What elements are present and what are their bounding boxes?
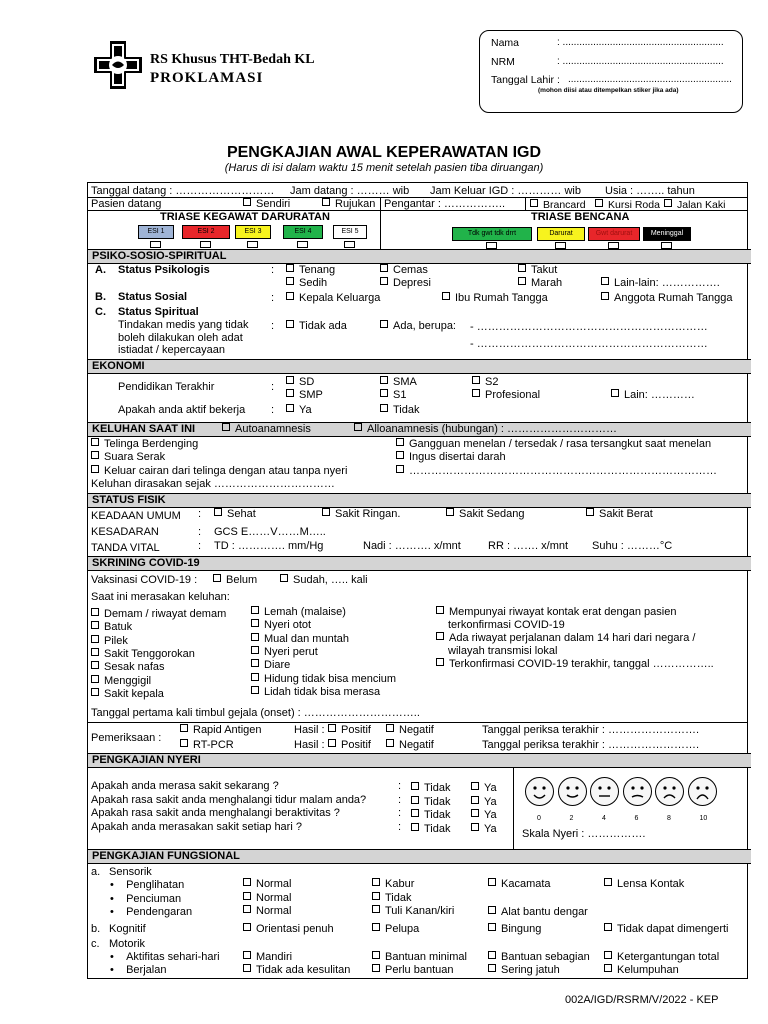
psi-marah[interactable]: Marah <box>518 277 562 290</box>
arrival-rujukan-option[interactable]: Rujukan <box>322 198 375 211</box>
esi-checkbox[interactable] <box>200 241 211 248</box>
cov-perjalanan-2: wilayah transmisi lokal <box>448 645 558 657</box>
kel-menelan[interactable]: Gangguan menelan / tersedak / rasa tersangkut saat menelan <box>396 438 711 451</box>
pain-face-icon[interactable] <box>655 777 684 806</box>
pcr-negatif[interactable]: Negatif <box>386 739 434 752</box>
ku-sehat[interactable]: Sehat <box>214 508 256 521</box>
spi-tidak-ada[interactable]: Tidak ada <box>286 320 347 333</box>
edu-profesional[interactable]: Profesional <box>472 389 540 402</box>
covid-symptom[interactable]: Sesak nafas <box>91 661 165 674</box>
psi-depresi[interactable]: Depresi <box>380 277 431 290</box>
hospital-name: RS Khusus THT-Bedah KL <box>150 52 315 67</box>
sens-alat[interactable]: Alat bantu dengar <box>488 906 588 919</box>
rapid-hasil-label: Hasil : <box>294 724 325 736</box>
triage-disaster-title: TRIASE BENCANA <box>531 211 630 223</box>
colon: : <box>271 404 275 416</box>
vital-label: TANDA VITAL <box>91 542 160 554</box>
section-fisik: STATUS FISIK <box>88 493 751 508</box>
cov-perjalanan[interactable]: Ada riwayat perjalanan dalam 14 hari dari negara / <box>436 632 695 645</box>
rr-field[interactable]: RR : ……. x/mnt <box>488 540 569 552</box>
pain-face-number: 0 <box>537 815 541 822</box>
sensorik-label: Sensorik <box>109 866 152 878</box>
pain-face-icon[interactable] <box>525 777 554 806</box>
sens-kabur[interactable]: Kabur <box>372 878 414 891</box>
motorik-berjalan: • Berjalan <box>110 964 167 976</box>
colon: : <box>198 526 202 538</box>
psiko-c-label: C. <box>95 306 106 318</box>
patient-name-label: Nama <box>491 37 520 49</box>
psiko-a-label: A. <box>95 264 106 276</box>
pain-tidak-option[interactable]: Tidak <box>411 782 451 795</box>
kel-lain[interactable]: ………………………………………………………………………… <box>396 465 717 478</box>
pain-face-icon[interactable] <box>623 777 652 806</box>
cov-konfirm[interactable]: Terkonfirmasi COVID-19 terakhir, tanggal …………….. <box>436 658 714 671</box>
fung-c-label: c. <box>91 938 100 950</box>
covid-symptom[interactable]: Batuk <box>91 621 132 634</box>
psi-takut[interactable]: Takut <box>518 264 557 277</box>
arrival-date[interactable]: Tanggal datang : ……………………… <box>91 185 275 197</box>
escort-field[interactable]: Pengantar : …………….. <box>384 198 506 210</box>
pain-face-icon[interactable] <box>558 777 587 806</box>
psi-sedih[interactable]: Sedih <box>286 277 327 290</box>
esi-level: ESI 3 <box>235 225 271 239</box>
pain-face-number: 8 <box>667 815 671 822</box>
colon: : <box>398 793 402 806</box>
pain-face-icon[interactable] <box>688 777 717 806</box>
triage-emergency-title: TRIASE KEGAWAT DARURATAN <box>160 211 330 223</box>
rapid-negatif[interactable]: Negatif <box>386 724 434 737</box>
kog-tidak[interactable]: Tidak dapat dimengerti <box>604 923 729 936</box>
kel-sejak[interactable]: Keluhan dirasakan sejak …………………………… <box>91 478 335 490</box>
vaksin-label: Vaksinasi COVID-19 : <box>91 574 198 586</box>
transport-walk-option[interactable]: Jalan Kaki <box>664 199 725 211</box>
sens-dengar-normal[interactable]: Normal <box>243 905 291 918</box>
kel-telinga[interactable]: Telinga Berdenging <box>91 438 198 451</box>
spiritual-desc-3: istiadat / kepercayaan <box>118 344 226 356</box>
sos-ibu[interactable]: Ibu Rumah Tangga <box>442 292 548 305</box>
edu-s2[interactable]: S2 <box>472 376 498 389</box>
covid-symptom[interactable]: Mual dan muntah <box>251 633 349 646</box>
psiko-c-title: Status Spiritual <box>118 306 199 318</box>
pcr-positif[interactable]: Positif <box>328 739 371 752</box>
jalan-jatuh[interactable]: Sering jatuh <box>488 964 560 977</box>
covid-complaint-label: Saat ini merasakan keluhan: <box>91 591 230 603</box>
pain-ya-option[interactable]: Ya <box>471 809 497 822</box>
pain-face-number: 4 <box>602 815 606 822</box>
section-ekonomi: EKONOMI <box>88 359 751 374</box>
covid-symptom[interactable]: Lemah (malaise) <box>251 606 346 619</box>
exam-rapid[interactable]: Rapid Antigen <box>180 724 262 737</box>
sens-kacamata[interactable]: Kacamata <box>488 878 551 891</box>
pain-ya-option[interactable]: Ya <box>471 823 497 836</box>
keadaan-label: KEADAAN UMUM <box>91 510 181 522</box>
keluhan-title: KELUHAN SAAT INI <box>92 423 196 435</box>
edu-smp[interactable]: SMP <box>286 389 323 402</box>
kel-ingus[interactable]: Ingus disertai darah <box>396 451 506 464</box>
colon: : <box>271 381 275 393</box>
suhu-field[interactable]: Suhu : ………°C <box>592 540 673 552</box>
motorik-aktifitas: • Aktifitas sehari-hari <box>110 951 220 963</box>
psi-cemas[interactable]: Cemas <box>380 264 428 277</box>
covid-symptom[interactable]: Sakit kepala <box>91 688 164 701</box>
colon: : <box>398 807 402 819</box>
onset-field[interactable]: Tanggal pertama kali timbul gejala (onset) : ………………………….. <box>91 707 420 719</box>
form-code: 002A/IGD/RSRM/V/2022 - KEP <box>565 994 719 1006</box>
sens-tuli[interactable]: Tuli Kanan/kiri <box>372 905 454 918</box>
cov-kontak[interactable]: Mempunyai riwayat kontak erat dengan pasien <box>436 606 676 619</box>
jalan-bantuan[interactable]: Perlu bantuan <box>372 964 454 977</box>
pain-question: Apakah anda merasakan sakit setiap hari ? <box>91 820 302 833</box>
fung-b-label: b. <box>91 923 101 935</box>
kog-bingung[interactable]: Bingung <box>488 923 541 936</box>
gcs-field[interactable]: GCS E……V……M….. <box>214 526 326 538</box>
pain-question: Apakah anda merasa sakit sekarang ? <box>91 780 279 792</box>
kel-serak[interactable]: Suara Serak <box>91 451 165 464</box>
esi-level: ESI 4 <box>283 225 323 239</box>
page-subtitle: (Harus di isi dalam waktu 15 menit setelah pasien tiba diruangan) <box>224 162 544 174</box>
working-label: Apakah anda aktif bekerja <box>118 404 246 416</box>
sensorik-pendengaran: • Pendengaran <box>110 906 193 918</box>
arrival-time[interactable]: Jam datang : ……… wib <box>290 185 410 197</box>
disaster-checkbox[interactable] <box>555 242 566 249</box>
pain-face-number: 10 <box>699 815 708 822</box>
vaksin-sudah[interactable]: Sudah, ….. kali <box>280 574 368 587</box>
covid-symptom[interactable]: Hidung tidak bisa mencium <box>251 673 396 686</box>
arrival-sendiri-option[interactable]: Sendiri <box>243 198 290 211</box>
sens-lensa[interactable]: Lensa Kontak <box>604 878 684 891</box>
covid-symptom[interactable]: Lidah tidak bisa merasa <box>251 686 380 699</box>
kog-orientasi[interactable]: Orientasi penuh <box>243 923 334 936</box>
patient-arrival-label: Pasien datang <box>91 198 162 210</box>
exam-pcr[interactable]: RT-PCR <box>180 739 234 752</box>
patient-box-note: (mohon diisi atau ditempelkan stiker jika ada) <box>538 87 679 94</box>
esi-checkbox[interactable] <box>150 241 161 248</box>
rapid-positif[interactable]: Positif <box>328 724 371 737</box>
psi-tenang[interactable]: Tenang <box>286 264 335 277</box>
nadi-field[interactable]: Nadi : ………. x/mnt <box>363 540 461 552</box>
pain-face-icon[interactable] <box>590 777 619 806</box>
disaster-level: Darurat <box>537 227 585 241</box>
age-field[interactable]: Usia : …….. tahun <box>605 185 695 197</box>
esi-level: ESI 1 <box>138 225 174 239</box>
transport-brancard-option[interactable]: Brancard <box>530 199 586 211</box>
autoanamnesis-option[interactable]: Autoanamnesis <box>222 423 311 436</box>
rapid-date-field[interactable]: Tanggal periksa terakhir : ……………………. <box>482 724 700 736</box>
education-label: Pendidikan Terakhir <box>118 381 215 393</box>
hospital-logo <box>93 40 143 90</box>
covid-symptom[interactable]: Diare <box>251 659 290 672</box>
ku-ringan[interactable]: Sakit Ringan. <box>322 508 400 521</box>
disaster-checkbox[interactable] <box>608 242 619 249</box>
disaster-checkbox[interactable] <box>661 242 672 249</box>
pain-scale-field[interactable]: Skala Nyeri : ……………. <box>522 828 646 840</box>
edu-lain[interactable]: Lain: ………… <box>611 389 695 402</box>
psiko-a-title: Status Psikologis <box>118 264 210 276</box>
alloanamnesis-option[interactable]: Alloanamnesis (hubungan) : ………………………… <box>354 423 617 436</box>
pain-question: Apakah rasa sakit anda menghalangi beraktivitas ? <box>91 807 340 819</box>
covid-symptom[interactable]: Demam / riwayat demam <box>91 608 226 621</box>
covid-symptom[interactable]: Sakit Tenggorokan <box>91 648 195 661</box>
pcr-hasil-label: Hasil : <box>294 739 325 751</box>
spiritual-desc-1: Tindakan medis yang tidak <box>118 319 249 331</box>
ku-sedang[interactable]: Sakit Sedang <box>446 508 524 521</box>
mot-sebagian[interactable]: Bantuan sebagian <box>488 951 590 964</box>
section-covid: SKRINING COVID-19 <box>88 556 751 571</box>
sos-kepala[interactable]: Kepala Keluarga <box>286 292 380 305</box>
kognitif-label: Kognitif <box>109 923 146 935</box>
kog-pelupa[interactable]: Pelupa <box>372 923 419 936</box>
edu-sma[interactable]: SMA <box>380 376 417 389</box>
colon: : <box>398 820 402 833</box>
colon: : <box>198 540 202 552</box>
spi-detail-2[interactable]: - ……………………………………………………… <box>470 338 708 350</box>
sensorik-penciuman: • Penciuman <box>110 893 182 905</box>
exit-time[interactable]: Jam Keluar IGD : ………… wib <box>430 185 581 197</box>
esi-checkbox[interactable] <box>344 241 355 248</box>
exam-label: Pemeriksaan : <box>91 732 162 744</box>
mot-total[interactable]: Ketergantungan total <box>604 951 719 964</box>
work-tidak[interactable]: Tidak <box>380 404 420 417</box>
pain-ya-option[interactable]: Ya <box>471 782 497 795</box>
disaster-level: Tdk gwt tdk drrt <box>452 227 532 241</box>
sens-cium-normal[interactable]: Normal <box>243 892 291 905</box>
fung-a-label: a. <box>91 866 101 878</box>
hospital-subname: PROKLAMASI <box>150 70 264 86</box>
pain-question: Apakah rasa sakit anda menghalangi tidur malam anda? <box>91 793 367 806</box>
section-nyeri: PENGKAJIAN NYERI <box>88 753 751 768</box>
pain-face-number: 6 <box>634 815 639 822</box>
disaster-level: Gwt darurat <box>588 227 640 241</box>
patient-nrm-field[interactable]: : .......................................................... <box>557 56 724 67</box>
colon: : <box>271 320 275 332</box>
spi-detail-1[interactable]: - ……………………………………………………… <box>470 321 708 333</box>
td-field[interactable]: TD : …………. mm/Hg <box>214 540 324 552</box>
disaster-checkbox[interactable] <box>486 242 497 249</box>
colon: : <box>198 508 202 520</box>
spi-ada[interactable]: Ada, berupa: <box>380 320 456 333</box>
pain-tidak-option[interactable]: Tidak <box>411 796 451 809</box>
covid-symptom[interactable]: Pilek <box>91 635 128 648</box>
vaksin-belum[interactable]: Belum <box>213 574 257 587</box>
sens-cium-tidak[interactable]: Tidak <box>372 892 412 905</box>
kesadaran-label: KESADARAN <box>91 526 159 538</box>
pain-ya-option[interactable]: Ya <box>471 796 497 809</box>
colon: : <box>271 264 275 276</box>
covid-symptom[interactable]: Nyeri otot <box>251 619 311 632</box>
esi-level: ESI 5 <box>333 225 367 239</box>
kel-cairan[interactable]: Keluar cairan dari telinga dengan atau tanpa nyeri <box>91 465 347 478</box>
jalan-tidak-sulit[interactable]: Tidak ada kesulitan <box>243 964 350 977</box>
section-psiko: PSIKO-SOSIO-SPIRITUAL <box>88 249 751 264</box>
pain-face-number: 2 <box>569 815 574 822</box>
colon: : <box>271 292 275 304</box>
patient-dob-field[interactable]: ........................................................... <box>568 74 732 85</box>
transport-wheelchair-option[interactable]: Kursi Roda <box>595 199 660 211</box>
psiko-b-label: B. <box>95 291 106 303</box>
colon: : <box>398 780 402 792</box>
patient-dob-label: Tanggal Lahir : <box>491 74 560 86</box>
pain-tidak-option[interactable]: Tidak <box>411 809 451 822</box>
sens-lihat-normal[interactable]: Normal <box>243 878 291 891</box>
sos-anggota[interactable]: Anggota Rumah Tangga <box>601 292 732 305</box>
disaster-level: Meninggal <box>643 227 691 241</box>
mot-minimal[interactable]: Bantuan minimal <box>372 951 467 964</box>
mot-mandiri[interactable]: Mandiri <box>243 951 292 964</box>
work-ya[interactable]: Ya <box>286 404 312 417</box>
jalan-lumpuh[interactable]: Kelumpuhan <box>604 964 679 977</box>
cov-kontak-2: terkonfirmasi COVID-19 <box>448 619 565 631</box>
covid-symptom[interactable]: Menggigil <box>91 675 151 688</box>
esi-checkbox[interactable] <box>247 241 258 248</box>
covid-symptom[interactable]: Nyeri perut <box>251 646 318 659</box>
pcr-date-field[interactable]: Tanggal periksa terakhir : ……………………. <box>482 739 700 751</box>
pain-tidak-option[interactable]: Tidak <box>411 823 451 836</box>
patient-nrm-label: NRM <box>491 56 515 68</box>
esi-checkbox[interactable] <box>297 241 308 248</box>
motorik-label: Motorik <box>109 938 146 950</box>
psiko-b-title: Status Sosial <box>118 291 188 303</box>
psi-lain[interactable]: Lain-lain: ……………. <box>601 277 720 290</box>
sensorik-penglihatan: • Penglihatan <box>110 879 185 891</box>
edu-s1[interactable]: S1 <box>380 389 406 402</box>
ku-berat[interactable]: Sakit Berat <box>586 508 653 521</box>
edu-sd[interactable]: SD <box>286 376 314 389</box>
patient-name-field[interactable]: : .......................................................... <box>557 37 724 48</box>
page-title: PENGKAJIAN AWAL KEPERAWATAN IGD <box>226 144 542 161</box>
spiritual-desc-2: boleh dilakukan oleh adat <box>118 332 243 344</box>
section-fungsional: PENGKAJIAN FUNGSIONAL <box>88 849 751 864</box>
esi-level: ESI 2 <box>182 225 230 239</box>
